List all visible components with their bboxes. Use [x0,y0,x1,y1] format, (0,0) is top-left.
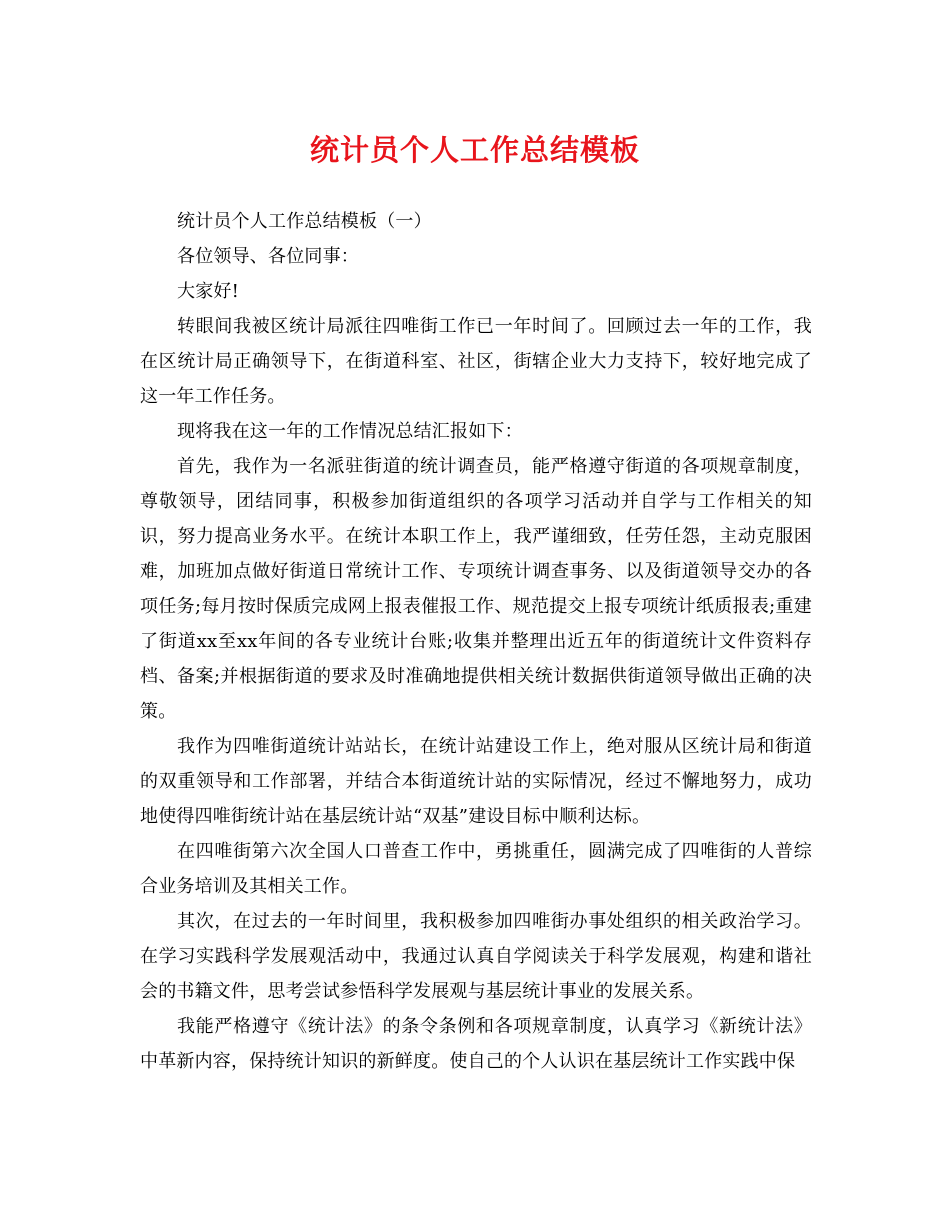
paragraph-greeting: 大家好! [177,281,240,302]
paragraph-subtitle: 统计员个人工作总结模板（一） [177,211,432,232]
paragraph-report-lead: 现将我在这一年的工作情况总结汇报如下： [177,421,523,442]
document-title: 统计员个人工作总结模板 [309,133,640,167]
paragraph-intro: 转眼间我被区统计局派往四唯街工作已一年时间了。回顾过去一年的工作，我在区统计局正确领导下，在街道科室、社区，街辖企业大力支持下，较好地完成了这一年工作任务。 [140,316,812,407]
paragraph-station: 我作为四唯街道统计站站长，在统计站建设工作上，绝对服从区统计局和街道的双重领导和工作部署，并结合本街道统计站的实际情况，经过不懈地努力，成功地使得四唯街统计站在基层统计站“双基”建设目标中顺利达标。 [140,736,812,827]
document-body [140,204,812,1079]
paragraph-salutation: 各位领导、各位同事： [177,246,359,267]
paragraph-census: 在四唯街第六次全国人口普查工作中，勇挑重任，圆满完成了四唯街的人普综合业务培训及其相关工作。 [140,841,812,897]
paragraph-second: 其次，在过去的一年时间里，我积极参加四唯街办事处组织的相关政治学习。在学习实践科学发展观活动中，我通过认真自学阅读关于科学发展观，构建和谐社会的书籍文件，思考尝试参悟科学发展观与基层统计事业的发展关系。 [140,911,812,1002]
paragraph-statistics-law: 我能严格遵守《统计法》的条令条例和各项规章制度，认真学习《新统计法》中革新内容，保持统计知识的新鲜度。使自己的个人认识在基层统计工作实践中保 [140,1016,812,1072]
paragraph-first: 首先，我作为一名派驻街道的统计调查员，能严格遵守街道的各项规章制度，尊敬领导，团结同事，积极参加街道组织的各项学习活动并自学与工作相关的知识，努力提高业务水平。在统计本职工作上，我严谨细致，任劳任怨，主动克服困难，加班加点做好街道日常统计工作、专项统计调查事务、以及街道领导交办的各项任务;每月按时保质完成网上报表催报工作、规范提交上报专项统计纸质报表;重建了街道xx至xx年间的各专业统计台账;收集并整理出近五年的街道统计文件资料存档、备案;并根据街道的要求及时准确地提供相关统计数据供街道领导做出正确的决策。 [140,456,812,722]
